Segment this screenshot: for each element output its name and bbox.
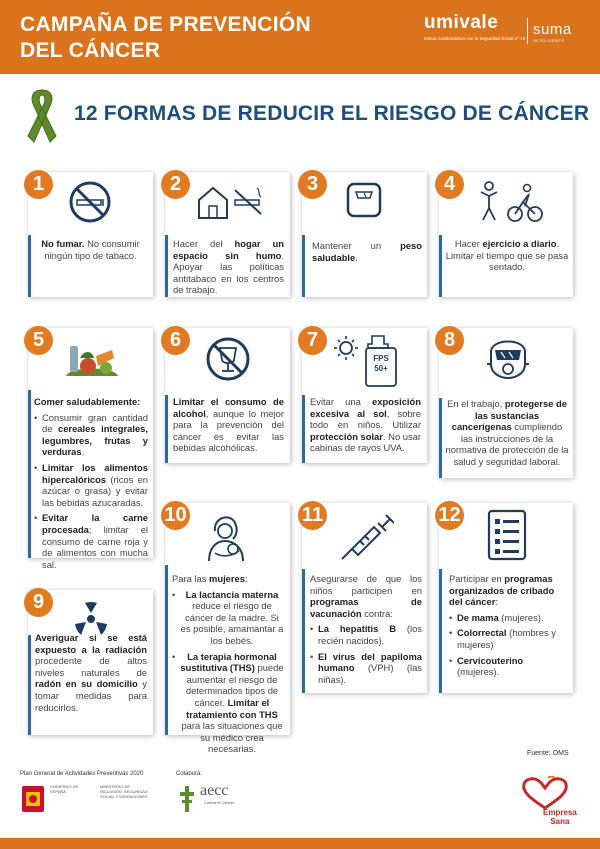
card-9-bold: Averiguar si se está expuesto a la radiación [35, 632, 147, 655]
list-item [449, 627, 567, 650]
campaign-title [20, 12, 311, 64]
fps-text: FPS [373, 354, 389, 363]
list-item-bold: De mama [457, 611, 499, 623]
source-note: Fuente: OMS [527, 750, 569, 757]
list-item-bold: La hepatitis B [318, 623, 397, 635]
card-6-text [173, 396, 284, 454]
card-6 [165, 328, 290, 463]
card-12-text [449, 573, 567, 678]
list-item [172, 651, 284, 755]
scale-icon [344, 180, 384, 220]
gas-mask-icon [485, 334, 531, 382]
main-title: 12 FORMAS DE REDUCIR EL RIESGO DE CÁNCER [74, 102, 590, 125]
card-number: 1 [24, 170, 53, 199]
fps-label [366, 354, 396, 374]
card-11-bold: programas de vacunación [310, 596, 422, 619]
card-10-intro: Para las [172, 573, 209, 584]
list-item-text: (VPH) (las niñas). [318, 662, 422, 685]
umivale-logo: umivale [424, 12, 499, 33]
card-9-body: procedente de altos niveles naturales de [35, 655, 147, 678]
card-7 [302, 328, 427, 463]
card-8 [439, 328, 573, 478]
ministry-label: MINISTERIO DE INCLUSIÓN, SEGURIDAD SOCIAL Y MIGRACIONES [100, 784, 148, 799]
card-accent [28, 390, 31, 558]
card-10-intro-bold: mujeres [209, 573, 245, 584]
card-number: 3 [298, 170, 327, 199]
card-3-text [312, 240, 422, 263]
list-item-bold: Colorrectal [457, 627, 507, 639]
card-8-body2: cumpliendo las instrucciones de la normativa de protección de la salud y seguridad laboral. [445, 421, 569, 467]
no-alcohol-icon [205, 336, 251, 382]
list-item-text: reduce el riesgo de cáncer de la madre. Si es posible, amamantar a los bebés. [180, 600, 284, 646]
list-item-text: (mujeres). [498, 611, 544, 623]
list-item-text: (hombres y mujeres) [457, 627, 556, 650]
card-7-text [310, 396, 421, 454]
card-2-text [173, 238, 284, 296]
list-item-bold: El virus del papiloma humano [318, 650, 422, 674]
card-9-body2: y tomar medidas para reducirlos. [35, 678, 147, 713]
card-accent [165, 565, 168, 735]
card-accent [28, 635, 31, 735]
list-item-text: ; limitar el consumo de carne roja y de alimentos con mucha sal. [42, 523, 148, 570]
smoke-free-home-icon [195, 182, 267, 222]
exercise-icon [477, 180, 543, 224]
empresa-sana-heart-icon [520, 776, 570, 810]
card-10 [164, 503, 290, 755]
card-10-list [172, 589, 284, 755]
card-1 [28, 172, 153, 297]
card-accent [302, 395, 305, 463]
umivale-logo-subtitle: Mutua Colaboradora con la Seguridad Social nº 15 [424, 36, 526, 41]
card-accent [302, 235, 305, 297]
card-accent [302, 569, 305, 693]
header-bar [0, 0, 600, 74]
card-3-body: Mantener un [312, 240, 401, 251]
syringe-icon [338, 509, 394, 563]
empresa-sana-line1: Empresa [543, 808, 577, 817]
card-accent [439, 398, 442, 478]
list-item-bold: La terapia hormonal sustitutiva (THS) [180, 650, 277, 674]
list-item-bold: cereales integrales, legumbres, frutas y verduras [42, 423, 148, 458]
footer-plan-label: Plan General de Actividades Preventivas 2020 [20, 771, 144, 777]
card-1-text [34, 238, 147, 261]
card-1-bold: No fumar. [41, 238, 85, 249]
card-9-bold2: radón en su domicilio [35, 678, 138, 690]
card-11-intro [310, 573, 422, 619]
no-smoking-icon [68, 180, 112, 224]
list-item-text: . [81, 446, 85, 458]
gov-label: GOBIERNO DE ESPAÑA [50, 784, 79, 794]
card-4-body: Hacer [454, 238, 483, 249]
card-accent [439, 235, 442, 297]
card-12-bold: programas organizados de cribado del cáncer [449, 573, 555, 608]
suma-logo: suma [533, 21, 572, 38]
list-item-bold: La lactancia materna [185, 588, 279, 600]
card-6-bold: Limitar el consumo de alcohol [173, 396, 284, 419]
card-4 [439, 172, 573, 297]
card-4-text [445, 238, 569, 273]
logo-divider [527, 18, 528, 44]
card-number: 7 [298, 326, 327, 355]
empresa-sana-line2: Sana [550, 817, 570, 826]
card-accent [28, 235, 31, 297]
card-10-intro-end: : [244, 573, 248, 584]
card-5 [28, 328, 153, 570]
breastfeeding-icon [205, 511, 249, 563]
card-number: 5 [24, 326, 53, 355]
list-item [34, 412, 148, 458]
card-11-body: Asegurarse de que los niños participen en [310, 573, 422, 596]
checklist-icon [487, 509, 527, 561]
healthy-food-icon [62, 336, 122, 380]
card-2 [165, 172, 290, 297]
card-4-bold: ejercicio a diario [482, 238, 557, 249]
card-number: 2 [161, 170, 190, 199]
list-item-text: para las situaciones que su médico crea necesarias. [181, 720, 283, 755]
card-8-text [445, 398, 569, 468]
card-11-list [310, 623, 422, 685]
card-8-bold: protegerse de las sustancias cancerígenas [451, 398, 567, 433]
card-8-body: En el trabajo, [447, 398, 505, 409]
list-item [34, 462, 148, 508]
list-item-bold: Limitar los alimentos hipercalóricos [42, 461, 148, 485]
card-5-text [34, 396, 148, 570]
aecc-logo: aecc [200, 782, 229, 799]
list-item-text: (los recién nacidos). [318, 623, 422, 646]
card-number: 12 [435, 501, 464, 530]
list-item [449, 612, 567, 624]
list-item-bold: Cervicouterino [457, 654, 524, 666]
green-ribbon-icon [22, 84, 62, 150]
card-5-list [34, 412, 148, 571]
card-12-intro [449, 573, 567, 608]
spain-coat-of-arms-icon [20, 782, 46, 814]
card-3 [302, 172, 427, 297]
list-item-text: (mujeres). [457, 666, 500, 678]
list-item-bold: Limitar el tratamiento con THS [186, 696, 278, 720]
campaign-title-line1: CAMPAÑA DE PREVENCIÓN [20, 13, 311, 36]
card-2-body2: . Apoyar las políticas antitabaco en los centros de trabajo. [173, 249, 284, 296]
card-6-body: , aunque lo mejor para la prevención del cáncer es evitar las bebidas alcohólicas. [173, 407, 284, 454]
colabora-label: Colabora: [176, 771, 203, 777]
card-number: 11 [298, 501, 327, 530]
card-accent [165, 395, 168, 463]
card-11-text [310, 573, 422, 685]
card-2-body: Hacer del [173, 238, 235, 249]
card-11 [302, 503, 427, 693]
fps-value: 50+ [374, 364, 388, 373]
card-7-body2: , sobre todo en niños. Utilizar [310, 407, 421, 431]
list-item [310, 623, 422, 646]
campaign-title-line2: DEL CÁNCER [20, 39, 161, 62]
list-item [172, 589, 284, 647]
card-12-body: Participar en [449, 573, 505, 584]
list-item [449, 655, 567, 678]
card-number: 10 [161, 501, 190, 530]
card-accent [165, 235, 168, 297]
list-item-text: (ricos en azúcar o grasa) y evitar las bebidas azucaradas. [42, 473, 148, 508]
list-item [310, 651, 422, 686]
suma-logo-subtitle: INTELIGENTE [533, 38, 565, 43]
card-1-body: No consumir ningún tipo de tabaco. [44, 238, 140, 261]
card-2-bold: hogar un espacio sin humo [173, 238, 284, 261]
card-7-bold: exposición excesiva al sol [310, 396, 421, 419]
card-number: 4 [435, 170, 464, 199]
card-11-body2: contra: [361, 607, 393, 619]
card-4-body2: . Limitar el tiempo que se pasa sentado. [445, 238, 569, 273]
card-9-text [35, 632, 147, 713]
card-accent [439, 569, 442, 693]
card-7-bold2: protección solar [310, 430, 383, 442]
card-7-body: Evitar una [310, 396, 373, 407]
empresa-sana-logo [543, 808, 577, 826]
list-item [34, 512, 148, 570]
card-10-text [172, 573, 284, 755]
card-3-body2: . [355, 251, 358, 263]
aecc-cross-icon [178, 784, 196, 814]
card-12 [439, 503, 573, 693]
card-12-list [449, 612, 567, 678]
card-3-bold: peso saludable [312, 240, 422, 263]
card-5-intro: Comer saludablemente: [34, 396, 141, 407]
aecc-subtitle: Contra el Cáncer [204, 800, 235, 805]
card-number: 8 [435, 326, 464, 355]
list-item-text: Consumir gran cantidad de [42, 411, 148, 435]
card-number: 9 [24, 588, 53, 617]
list-item-text: puede aumentar el riesgo de determinados tipos de cáncer. [185, 662, 284, 708]
card-number: 6 [161, 326, 190, 355]
card-9 [28, 590, 153, 735]
card-12-body2: : [495, 596, 498, 608]
card-7-body3: . No usar cabinas de rayos UVA. [310, 430, 421, 454]
footer-bar [0, 838, 600, 849]
list-item-bold: Evitar la carne procesada [42, 512, 148, 535]
